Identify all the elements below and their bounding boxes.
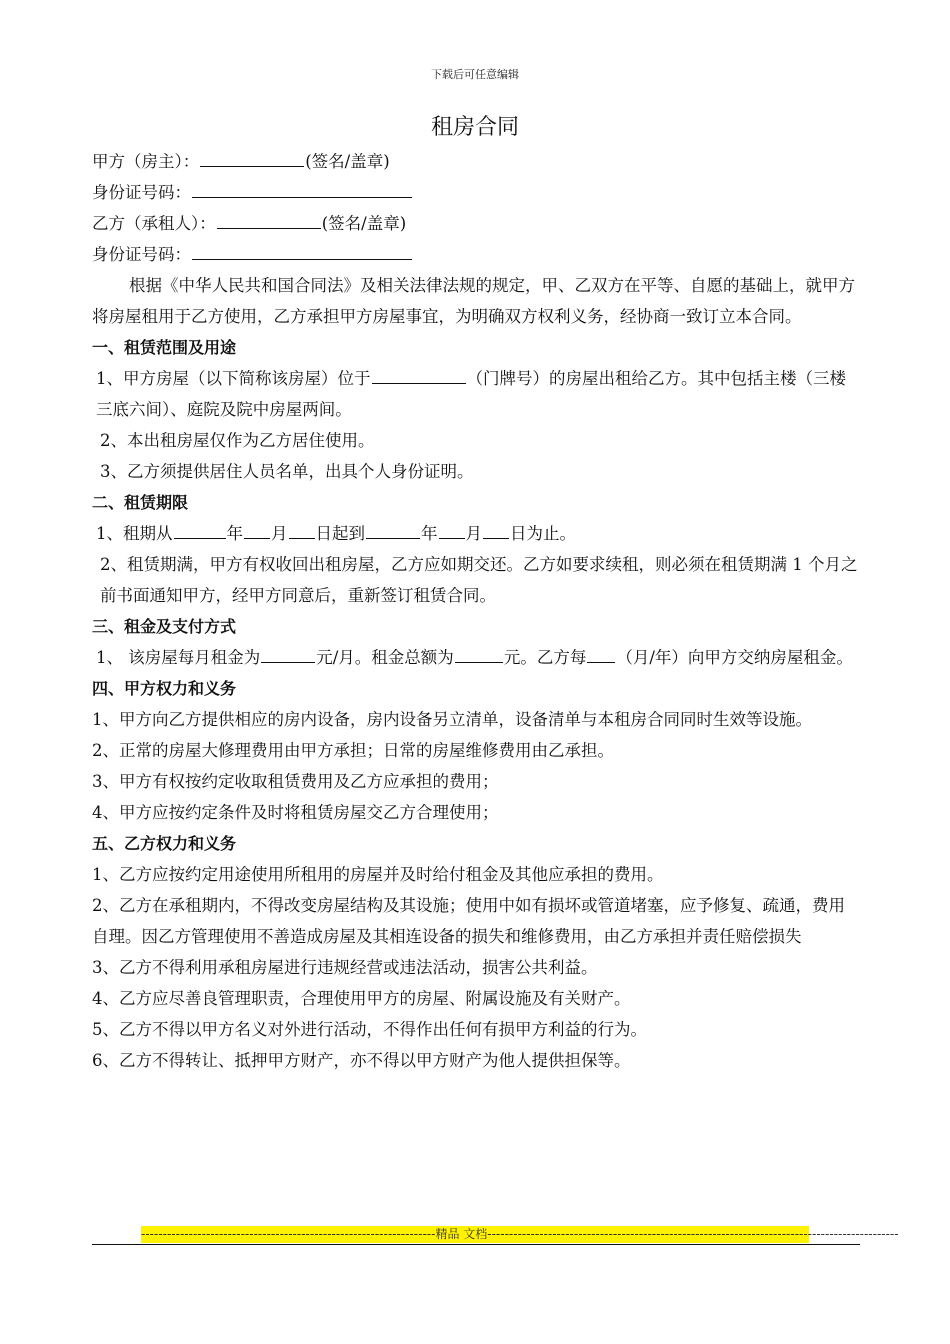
tenant-label: 乙方（承租人）： [92,214,216,233]
section-4-item: 2、正常的房屋大修理费用由甲方承担；日常的房屋维修费用由乙承担。 [92,741,614,760]
section-1-item-3: 3、乙方须提供居住人员名单，出具个人身份证明。 [100,462,474,481]
section-4-heading: 四、甲方权力和义务 [92,679,237,698]
tenant-signature-blank[interactable] [217,210,321,229]
end-month-blank[interactable] [439,520,465,539]
document-title: 租房合同 [430,115,519,140]
section-5-item: 2、乙方在承租期内，不得改变房屋结构及其设施；使用中如有损坏或管道堵塞，应予修复、疏通，费用自理。因乙方管理使用不善造成房屋及其相连设备的损失和维修费用，由乙方承担并责任赔偿损失 [92,896,845,946]
end-year-blank[interactable] [366,520,420,539]
section-4-item: 3、甲方有权按约定收取租赁费用及乙方应承担的费用； [92,772,499,791]
section-2-heading: 二、租赁期限 [92,493,189,512]
landlord-id-label: 身份证号码： [92,183,191,202]
rent-label: 1、 该房屋每月租金为 [96,648,261,667]
section-5-item: 4、乙方应尽善良管理职责，合理使用甲方的房屋、附属设施及有关财产。 [92,989,631,1008]
section-1-item-1 [92,363,860,425]
s2-end-label: 日为止。 [510,524,576,543]
landlord-id-line [92,177,860,208]
section-4-item: 4、甲方应按约定条件及时将租赁房屋交乙方合理使用； [92,803,499,822]
section-5-item: 1、乙方应按约定用途使用所租用的房屋并及时给付租金及其他应承担的费用。 [92,865,664,884]
pay-period-label: 元。乙方每 [503,648,587,667]
s1-i1-text-b: （门牌号）的房屋出租给乙方。其中包括主楼（三楼三底六间）、庭院及院中房屋两间。 [96,369,846,419]
tenant-id-blank[interactable] [192,241,412,260]
intro-paragraph: 根据《中华人民共和国合同法》及相关法律法规的规定，甲、乙双方在平等、自愿的基础上，就甲方将房屋租用于乙方使用，乙方承担甲方房屋事宜，为明确双方权利义务，经协商一致订立本合同。 [92,276,855,326]
total-rent-label: 元/月。租金总额为 [316,648,454,667]
landlord-line [92,146,860,177]
section-3-item-1 [92,642,860,673]
tenant-line [92,208,860,239]
section-2-item-1 [92,518,860,549]
section-1-item-2: 2、本出租房屋仅作为乙方居住使用。 [100,431,375,450]
end-day-blank[interactable] [483,520,509,539]
section-5-item: 6、乙方不得转让、抵押甲方财产，亦不得以甲方财产为他人提供担保等。 [92,1051,631,1070]
house-number-blank[interactable] [372,365,466,384]
section-1-heading: 一、租赁范围及用途 [92,338,237,357]
s2-until-label: 日起到 [315,524,365,543]
section-5-heading: 五、乙方权力和义务 [92,834,237,853]
landlord-signature-blank[interactable] [200,148,304,167]
monthly-rent-blank[interactable] [261,644,315,663]
s1-i1-text-a: 1、甲方房屋（以下简称该房屋）位于 [96,369,371,388]
total-rent-blank[interactable] [455,644,503,663]
tenant-id-label: 身份证号码： [92,245,191,264]
s2-from-label: 1、租期从 [96,524,173,543]
landlord-id-blank[interactable] [192,179,412,198]
start-day-blank[interactable] [289,520,315,539]
pay-period-tail: （月/年）向甲方交纳房屋租金。 [616,648,853,667]
start-month-blank[interactable] [244,520,270,539]
footer-banner: --------------------------------------------------------------------精品 文档----------------------------------------------------------------------------------------------- [141,1227,899,1241]
landlord-sign-note: (签名/盖章) [305,152,390,171]
s2-end-year-label: 年 [421,524,438,543]
section-4-item: 1、甲方向乙方提供相应的房内设备，房内设备另立清单，设备清单与本租房合同同时生效等设施。 [92,710,812,729]
s2-year-label: 年 [226,524,243,543]
contract-body [92,146,860,1076]
section-3-heading: 三、租金及支付方式 [92,617,237,636]
tenant-id-line [92,239,860,270]
footer-divider [92,1244,860,1245]
landlord-label: 甲方（房主）： [92,152,200,171]
start-year-blank[interactable] [174,520,226,539]
pay-period-blank[interactable] [587,644,615,663]
s2-month-label: 月 [271,524,288,543]
section-5-item: 3、乙方不得利用承租房屋进行违规经营或违法活动，损害公共利益。 [92,958,598,977]
tenant-sign-note: (签名/盖章) [321,214,407,233]
section-2-item-2: 2、租赁期满，甲方有权收回出租房屋，乙方应如期交还。乙方如要求续租，则必须在租赁期满 1 个月之前书面通知甲方，经甲方同意后，重新签订租赁合同。 [100,555,858,605]
s2-end-month-label: 月 [465,524,482,543]
section-5-item: 5、乙方不得以甲方名义对外进行活动，不得作出任何有损甲方利益的行为。 [92,1020,647,1039]
edit-note: 下载后可任意编辑 [431,68,519,81]
